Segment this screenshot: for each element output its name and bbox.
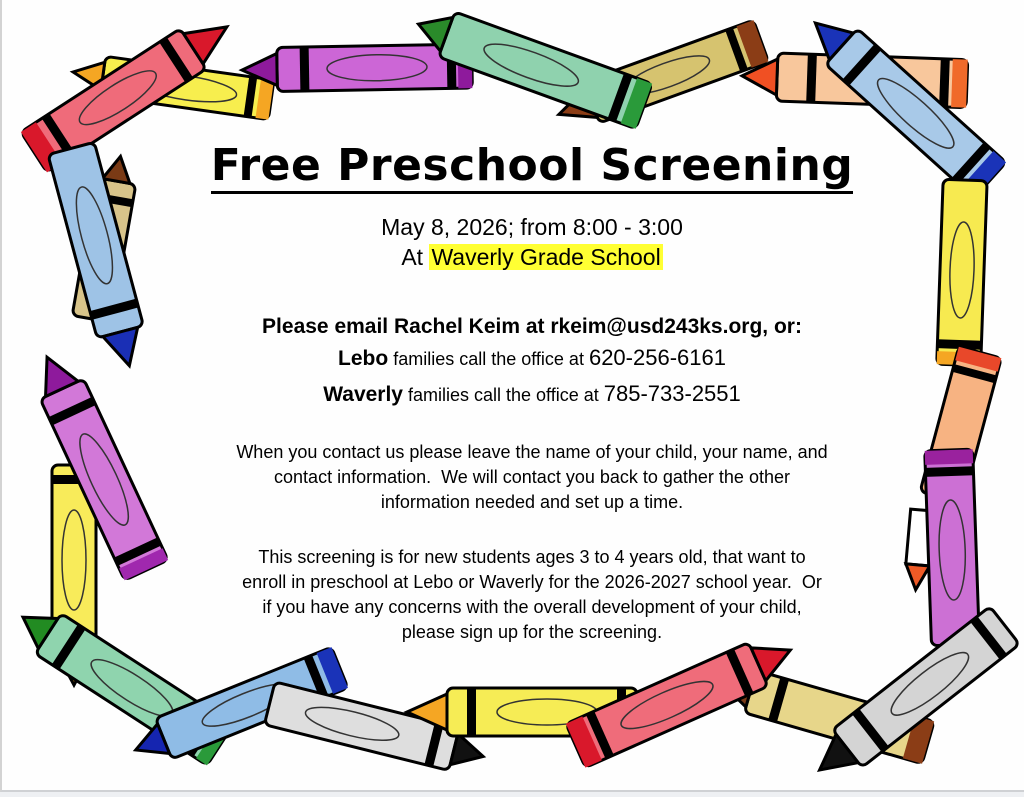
- crayon-yellow-right: [937, 179, 987, 365]
- paragraph-line: please sign up for the screening.: [401, 622, 663, 642]
- crayon-purple-top: [242, 44, 473, 92]
- paragraph-line: information needed and set up a time.: [380, 492, 684, 512]
- contact-text: families call the office at: [388, 349, 589, 369]
- contact-waverly: [152, 380, 912, 411]
- flyer-title: [152, 138, 912, 194]
- contact-phone: 620-256-6161: [588, 345, 726, 370]
- email-instruction: Please email Rachel Keim at rkeim@usd243ks.org, or:: [262, 315, 802, 338]
- flyer-title-text: Free Preschool Screening: [211, 141, 854, 194]
- paragraph-line: enroll in preschool at Lebo or Waverly for the 2026-2027 school year. Or: [242, 572, 822, 592]
- event-location: [152, 242, 912, 272]
- eligibility-paragraph: [152, 545, 912, 645]
- location-highlighted: Waverly Grade School: [431, 244, 661, 270]
- contact-lebo: [152, 344, 912, 375]
- paragraph-line: When you contact us please leave the name of your child, your name, and: [236, 442, 828, 462]
- contact-instructions-paragraph: [152, 440, 912, 515]
- location-prefix: At: [401, 244, 424, 270]
- contact-text: families call the office at: [402, 385, 604, 405]
- contact-school-name: Lebo: [338, 347, 389, 370]
- contact-phone: 785-733-2551: [603, 381, 741, 406]
- crayon-blue-left: [48, 142, 153, 372]
- contact-school-name: Waverly: [323, 383, 403, 406]
- paragraph-line: This screening is for new students ages 3 to 4 years old, that want to: [258, 547, 806, 567]
- event-date-time: May 8, 2026; from 8:00 - 3:00: [381, 214, 683, 240]
- paragraph-line: if you have any concerns with the overall development of your child,: [262, 597, 802, 617]
- paragraph-line: contact information. We will contact you back to gather the other: [274, 467, 790, 487]
